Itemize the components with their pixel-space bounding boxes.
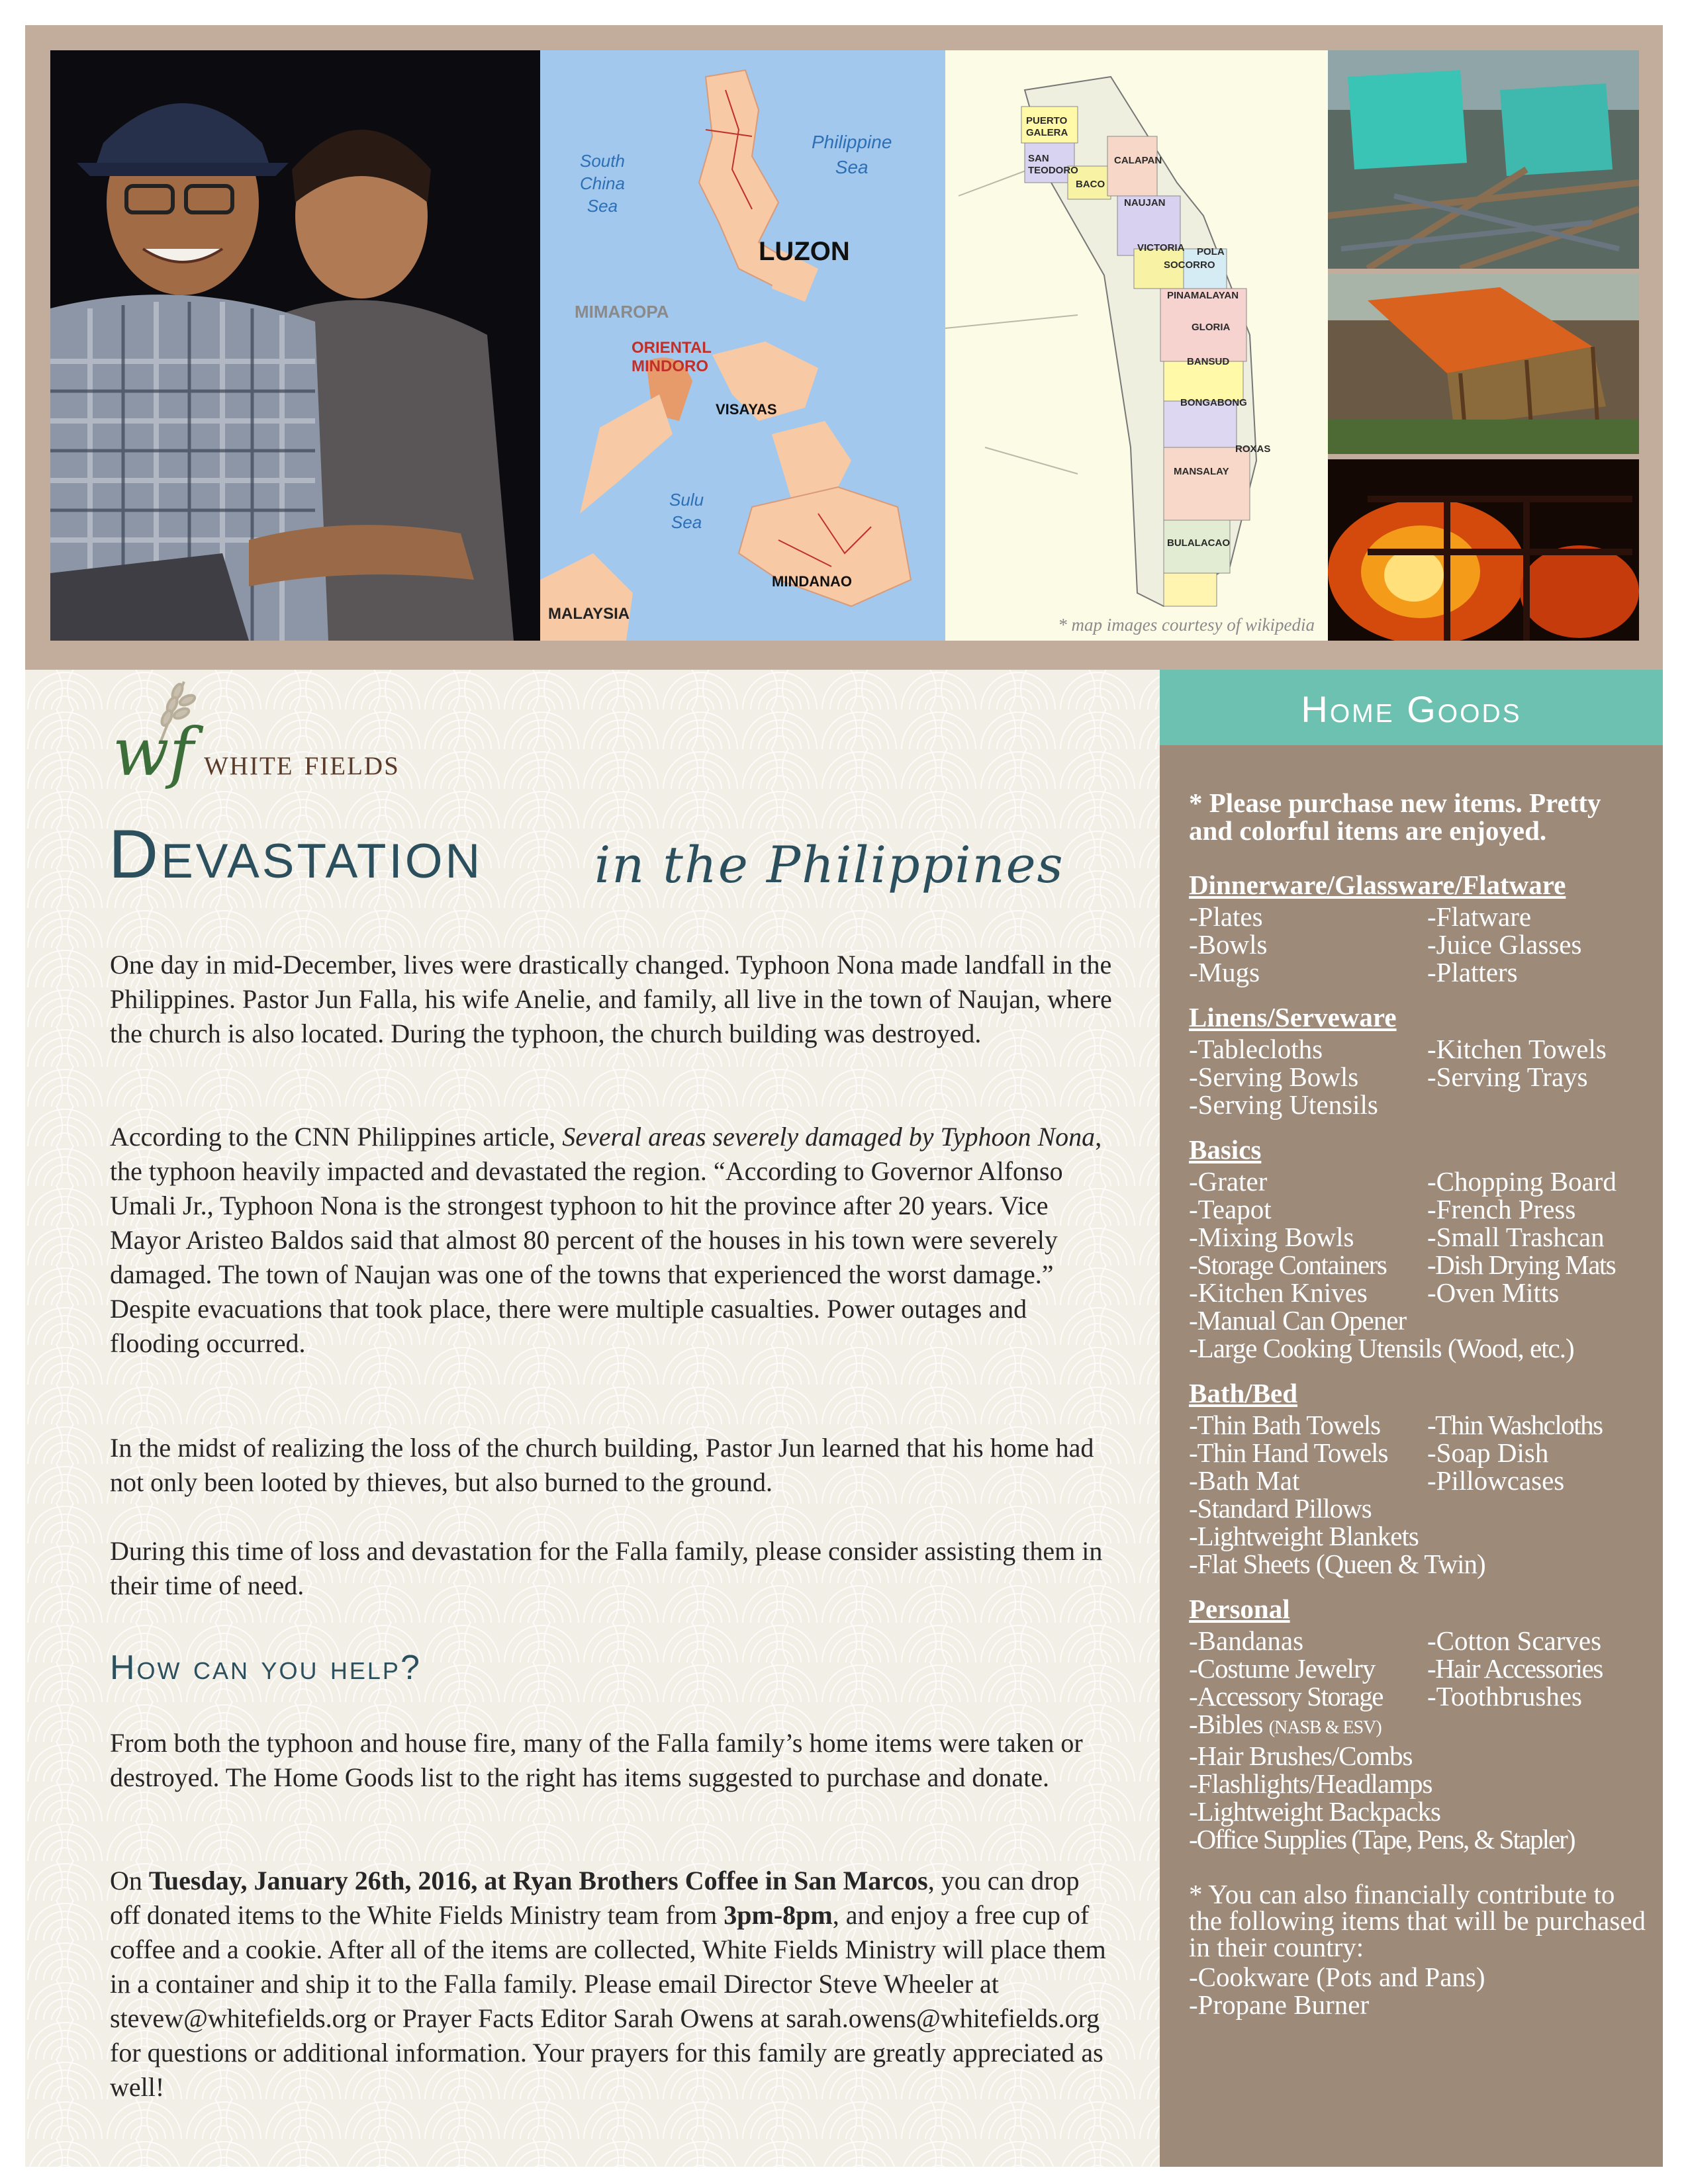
financial-note: * You can also financially contribute to the following items that will be purchased in their country: xyxy=(1189,1879,1646,1962)
list-item: -Chopping Board xyxy=(1427,1166,1617,1197)
dinnerware-items xyxy=(1189,903,1646,986)
list-item: -Accessory Storage xyxy=(1189,1681,1383,1711)
list-item: -Hair Brushes/Combs xyxy=(1189,1741,1413,1771)
bibles-note: (NASB & ESV) xyxy=(1268,1717,1382,1738)
list-item: -Standard Pillows xyxy=(1189,1493,1372,1524)
dropoff-c: , you can drop off donated items to the White Fields Ministry team from xyxy=(110,1866,1080,1930)
mindoro-town-naujan: NAUJAN xyxy=(1124,197,1166,208)
list-item: -Cotton Scarves xyxy=(1427,1625,1602,1656)
home-goods-header: Home Goods xyxy=(1160,670,1663,745)
paragraph-cnn xyxy=(110,1120,1116,1361)
mindoro-town-puerto-galera: PUERTO GALERA xyxy=(1026,115,1068,138)
category-linens: Linens/Serveware xyxy=(1189,1002,1397,1032)
dropoff-e: , and enjoy a free cup of coffee and a cookie. After all of the items are collected, White Fields Ministry will place them in a container and ship it to the Falla family. Please email Director Steve Wheeler at stevew@whitefields.org or Prayer Facts Editor Sarah Owens at sarah.owens@whitefields.org for questions or additional information. Your prayers for this family are greatly appreciated as well! xyxy=(110,1900,1106,2102)
list-item: -Oven Mitts xyxy=(1427,1277,1560,1308)
map-label-mindanao: MINDANAO xyxy=(772,573,852,590)
list-item: -Mixing Bowls xyxy=(1189,1222,1354,1252)
basics-items xyxy=(1189,1167,1646,1306)
paragraph-assist: During this time of loss and devastation for the Falla family, please consider assisting them in their time of need. xyxy=(110,1536,1103,1600)
personal-items xyxy=(1189,1627,1646,1710)
list-item: -Small Trashcan xyxy=(1427,1222,1605,1252)
list-item: -Serving Utensils xyxy=(1189,1089,1378,1120)
logo-initials: wf xyxy=(113,713,194,791)
home-goods-panel xyxy=(1160,670,1663,2167)
cnn-lead: According to the CNN Philippines article, xyxy=(110,1122,563,1152)
map-label-mimaropa: MIMAROPA xyxy=(575,302,669,322)
category-personal: Personal xyxy=(1189,1594,1290,1624)
house-fire-photo xyxy=(1328,459,1639,641)
mindoro-town-san-teodoro: SAN TEODORO xyxy=(1028,153,1078,176)
mindoro-town-gloria: GLORIA xyxy=(1192,322,1231,333)
list-item: -Manual Can Opener xyxy=(1189,1305,1407,1336)
list-item: -Soap Dish xyxy=(1427,1437,1549,1468)
list-item: -Bandanas xyxy=(1189,1625,1304,1656)
list-item: -Kitchen Knives xyxy=(1189,1277,1368,1308)
mindoro-town-victoria: VICTORIA xyxy=(1137,242,1185,253)
list-item: -Thin Bath Towels xyxy=(1189,1410,1381,1440)
mindoro-town-bansud: BANSUD xyxy=(1187,356,1230,367)
list-item: -Hair Accessories xyxy=(1427,1653,1603,1684)
list-item: -Storage Containers xyxy=(1189,1250,1387,1280)
list-item: -French Press xyxy=(1427,1194,1576,1224)
list-item: -Flatware xyxy=(1427,901,1532,932)
list-item: -Platters xyxy=(1427,957,1518,987)
dropoff-event: Tuesday, January 26th, 2016, at Ryan Brothers Coffee in San Marcos xyxy=(148,1866,928,1895)
map-label-south-china-sea: South China Sea xyxy=(580,151,625,216)
paragraph-dropoff xyxy=(110,1864,1116,2105)
oriental-mindoro-map xyxy=(945,50,1328,641)
mindoro-town-socorro: SOCORRO xyxy=(1164,259,1215,271)
logo-wordmark: white fields xyxy=(204,742,400,783)
cnn-rest: , the typhoon heavily impacted and devastated the region. “According to Governor Alfonso Umali Jr., Typhoon Nona is the strongest typhoon to hit the province after 20 years. Vice Mayor Aristeo Baldos said that almost 80 percent of the houses in his town were severely damaged. The town of Naujan was one of the towns that experienced the worst damage.” Despite evacuations that took place, there were multiple casualties. Power outages and flooding occurred. xyxy=(110,1122,1102,1358)
list-item: -Office Supplies (Tape, Pens, & Stapler) xyxy=(1189,1824,1575,1854)
home-goods-list xyxy=(1189,789,1646,2019)
list-item: -Dish Drying Mats xyxy=(1427,1250,1616,1280)
list-item: -Bowls xyxy=(1189,929,1268,960)
list-item: -Lightweight Backpacks xyxy=(1189,1796,1440,1827)
list-item: -Cookware (Pots and Pans) xyxy=(1189,1962,1485,1992)
page-title: Devastation xyxy=(109,816,483,893)
list-item: -Lightweight Blankets xyxy=(1189,1521,1419,1551)
list-item: -Serving Trays xyxy=(1427,1062,1588,1092)
destroyed-house-photo xyxy=(1328,50,1639,269)
philippines-map xyxy=(540,50,945,641)
dropoff-time: 3pm-8pm xyxy=(724,1900,833,1930)
help-heading: How can you help? xyxy=(110,1649,422,1687)
list-item: -Propane Burner xyxy=(1189,1989,1370,2020)
list-item: -Pillowcases xyxy=(1427,1465,1565,1496)
cnn-article-title: Several areas severely damaged by Typhoon Nona xyxy=(562,1122,1096,1152)
linens-items xyxy=(1189,1035,1646,1118)
category-basics: Basics xyxy=(1189,1134,1262,1165)
category-bath-bed: Bath/Bed xyxy=(1189,1378,1298,1408)
purchase-note: * Please purchase new items. Pretty and colorful items are enjoyed. xyxy=(1189,788,1601,846)
map-label-philippine-sea: Philippine Sea xyxy=(812,132,892,177)
mindoro-town-pola: POLA xyxy=(1197,246,1225,257)
map-label-malaysia: MALAYSIA xyxy=(548,605,630,623)
list-item: -Mugs xyxy=(1189,957,1260,987)
map-credit: * map images courtesy of wikipedia xyxy=(1058,615,1315,635)
list-item: -Flashlights/Headlamps xyxy=(1189,1768,1432,1799)
dropoff-a: On xyxy=(110,1866,149,1895)
mindoro-town-bongabong: BONGABONG xyxy=(1180,397,1247,408)
list-item xyxy=(1427,1091,1646,1118)
mindoro-town-bulalacao: BULALACAO xyxy=(1167,537,1230,549)
mindoro-town-roxas: ROXAS xyxy=(1235,443,1271,455)
paragraph-intro: One day in mid-December, lives were drastically changed. Typhoon Nona made landfall in the Philippines. Pastor Jun Falla, his wife Anelie, and family, all live in the town of Naujan, where the church is also located. During the typhoon, the church building was destroyed. xyxy=(110,950,1112,1048)
map-label-visayas: VISAYAS xyxy=(716,401,777,418)
mindoro-town-pinamalayan: PINAMALAYAN xyxy=(1167,290,1239,301)
map-label-luzon: LUZON xyxy=(759,237,850,266)
list-item: -Juice Glasses xyxy=(1427,929,1582,960)
couple-photo xyxy=(50,50,540,641)
page-subtitle: in the Philippines xyxy=(594,835,1064,894)
map-label-oriental-mindoro: ORIENTAL MINDORO xyxy=(632,339,712,375)
list-item: -Plates xyxy=(1189,901,1263,932)
list-item xyxy=(1189,1710,1646,1742)
mindoro-town-baco: BACO xyxy=(1076,179,1105,190)
paragraph-home-goods: From both the typhoon and house fire, many of the Falla family’s home items were taken or destroyed. The Home Goods list to the right has items suggested to purchase and donate. xyxy=(110,1728,1083,1792)
list-item: -Kitchen Towels xyxy=(1427,1034,1607,1064)
list-item: -Thin Hand Towels xyxy=(1189,1437,1388,1468)
list-item: -Tablecloths xyxy=(1189,1034,1323,1064)
mindoro-town-mansalay: MANSALAY xyxy=(1174,466,1229,477)
list-item: -Thin Washcloths xyxy=(1427,1410,1603,1440)
list-item: -Flat Sheets (Queen & Twin) xyxy=(1189,1549,1485,1579)
damaged-roof-photo xyxy=(1328,274,1639,454)
bibles-label: -Bibles xyxy=(1189,1709,1263,1739)
list-item: -Grater xyxy=(1189,1166,1268,1197)
map-label-sulu-sea: Sulu Sea xyxy=(669,490,704,532)
mindoro-town-calapan: CALAPAN xyxy=(1114,155,1162,166)
list-item: -Toothbrushes xyxy=(1427,1681,1582,1711)
bath-items xyxy=(1189,1411,1646,1494)
list-item: -Large Cooking Utensils (Wood, etc.) xyxy=(1189,1333,1574,1363)
list-item: -Costume Jewelry xyxy=(1189,1653,1376,1684)
list-item: -Bath Mat xyxy=(1189,1465,1300,1496)
category-dinnerware: Dinnerware/Glassware/Flatware xyxy=(1189,870,1566,900)
paragraph-home-loss: In the midst of realizing the loss of the church building, Pastor Jun learned that his home had not only been looted by thieves, but also burned to the ground. xyxy=(110,1433,1094,1497)
list-item: -Serving Bowls xyxy=(1189,1062,1359,1092)
list-item: -Teapot xyxy=(1189,1194,1272,1224)
